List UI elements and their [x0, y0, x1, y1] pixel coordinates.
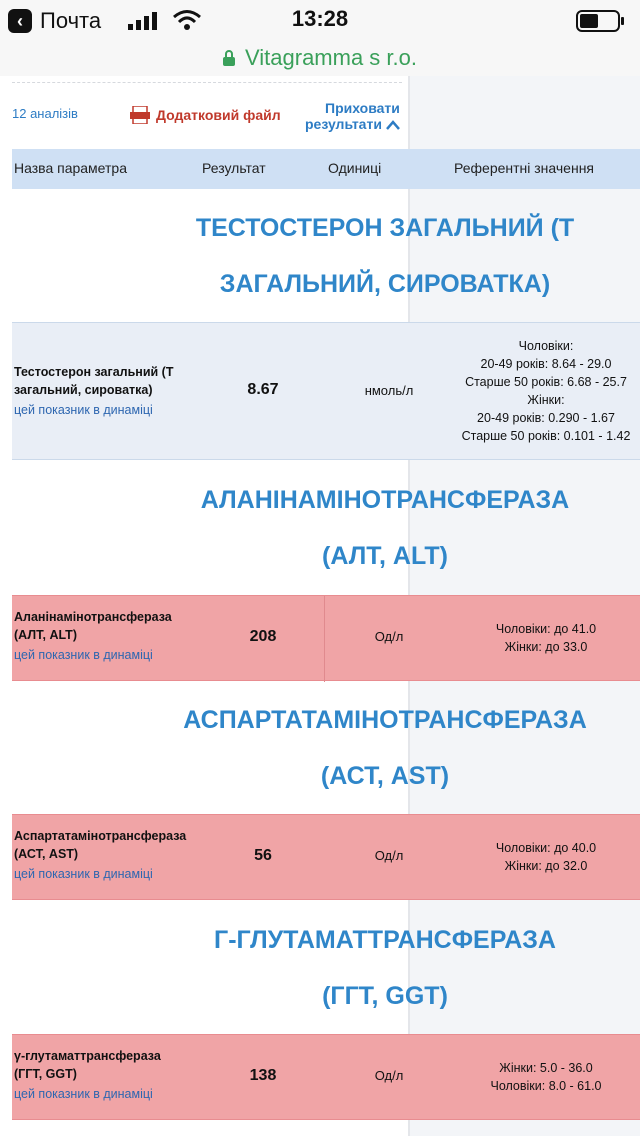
- result-row: [12, 814, 640, 900]
- site-address: Vitagramma s r.o.: [245, 45, 417, 70]
- section-title-line: (ГГТ, GGT): [322, 982, 448, 1010]
- page-content: [0, 76, 640, 1136]
- reference-values: [452, 620, 640, 656]
- result-row: [12, 595, 640, 681]
- extra-file-label: Додатковий файл: [156, 107, 281, 123]
- extra-file-link[interactable]: [130, 106, 281, 124]
- reference-values: [452, 839, 640, 875]
- section-title: [130, 912, 640, 1024]
- param-name: [14, 608, 204, 664]
- section-title-line: (АЛТ, ALT): [322, 542, 448, 570]
- hide-results-button[interactable]: [305, 100, 400, 132]
- divider: [12, 82, 402, 83]
- back-app-label: Почта: [40, 8, 102, 33]
- unit-value: нмоль/л: [364, 383, 414, 398]
- reference-line: Жінки:: [527, 393, 565, 407]
- param-line: (АЛТ, ALT): [14, 628, 77, 642]
- dynamics-link[interactable]: цей показник в динаміці: [14, 867, 153, 881]
- hide-results-label-2: результати: [305, 116, 382, 132]
- section-title-line: АЛАНІНАМІНОТРАНСФЕРАЗА: [200, 486, 570, 514]
- section-title: [130, 692, 640, 804]
- result-value: 56: [254, 847, 272, 864]
- status-bar: [0, 0, 640, 40]
- hide-results-label-1: Приховати: [325, 100, 400, 116]
- reference-line: Чоловіки:: [518, 339, 574, 353]
- back-arrow-icon: ‹: [8, 9, 32, 33]
- param-line: Тестостерон загальний (Т: [14, 365, 174, 379]
- pdf-icon: [130, 106, 150, 124]
- analyses-count-link[interactable]: 12 аналізів: [12, 106, 78, 121]
- clock: 13:28: [291, 6, 349, 31]
- section-title-line: Г-ГЛУТАМАТТРАНСФЕРАЗА: [214, 926, 556, 954]
- lock-icon: [223, 50, 235, 66]
- header-units: Одиниці: [328, 160, 382, 176]
- reference-line: Жінки: до 32.0: [504, 859, 588, 873]
- reference-line: Жінки: 5.0 - 36.0: [499, 1061, 593, 1075]
- section-title: [130, 472, 640, 584]
- chevron-up-icon: [386, 120, 400, 130]
- battery-icon: [576, 10, 626, 32]
- header-reference: Референтні значення: [454, 160, 595, 176]
- section-title-line: ТЕСТОСТЕРОН ЗАГАЛЬНИЙ (Т: [195, 214, 575, 242]
- param-name: [14, 363, 204, 419]
- section-title: [130, 200, 640, 312]
- header-result: Результат: [202, 160, 266, 176]
- section-title-line: (АСТ, AST): [320, 762, 450, 790]
- reference-line: 20-49 років: 0.290 - 1.67: [477, 411, 615, 425]
- result-row: [12, 322, 640, 460]
- section-title-line: ЗАГАЛЬНИЙ, СИРОВАТКА): [219, 270, 551, 298]
- reference-line: 20-49 років: 8.64 - 29.0: [480, 357, 612, 371]
- reference-line: Старше 50 років: 0.101 - 1.42: [461, 429, 631, 443]
- dynamics-link[interactable]: цей показник в динаміці: [14, 1087, 153, 1101]
- param-line: загальний, сироватка): [14, 383, 153, 397]
- unit-value: Од/л: [374, 848, 404, 863]
- param-line: (ГГТ, GGT): [14, 1067, 77, 1081]
- dynamics-link[interactable]: цей показник в динаміці: [14, 648, 153, 662]
- reference-line: Чоловіки: до 40.0: [495, 841, 597, 855]
- param-line: Аланінамінотрансфераза: [14, 610, 172, 624]
- reference-line: Жінки: до 33.0: [504, 640, 588, 654]
- param-name: [14, 1047, 204, 1103]
- result-value: 208: [249, 628, 277, 645]
- unit-value: Од/л: [374, 1068, 404, 1083]
- result-value: 138: [249, 1067, 277, 1084]
- result-row: [12, 1034, 640, 1120]
- table-header: [12, 149, 640, 189]
- param-line: (АСТ, AST): [14, 847, 79, 861]
- reference-values: [452, 1059, 640, 1095]
- param-line: γ-глутаматтрансфераза: [14, 1049, 161, 1063]
- param-line: Аспартатамінотрансфераза: [14, 829, 187, 843]
- reference-line: Старше 50 років: 6.68 - 25.7: [465, 375, 627, 389]
- reference-line: Чоловіки: 8.0 - 61.0: [490, 1079, 602, 1093]
- result-value: 8.67: [247, 381, 279, 398]
- reference-values: [452, 337, 640, 445]
- url-bar[interactable]: [0, 40, 640, 76]
- section-title-line: АСПАРТАТАМІНОТРАНСФЕРАЗА: [183, 706, 587, 734]
- param-name: [14, 827, 204, 883]
- unit-value: Од/л: [374, 629, 404, 644]
- reference-line: Чоловіки: до 41.0: [495, 622, 597, 636]
- dynamics-link[interactable]: цей показник в динаміці: [14, 403, 153, 417]
- header-param: Назва параметра: [14, 160, 127, 176]
